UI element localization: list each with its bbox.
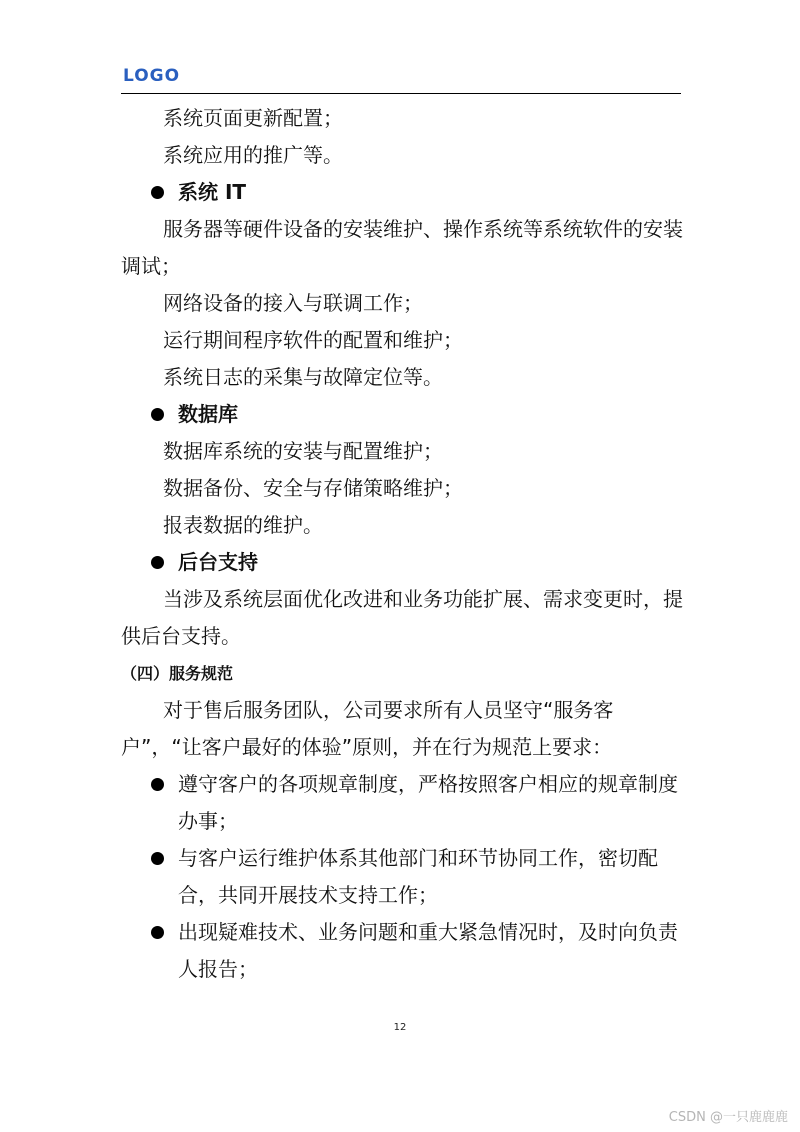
paragraph: 服务器等硬件设备的安装维护、操作系统等系统软件的安装调试；	[121, 217, 683, 278]
paragraph: 数据备份、安全与存储策略维护；	[163, 476, 463, 500]
bullet-item	[121, 840, 683, 914]
paragraph: 数据库系统的安装与配置维护；	[163, 439, 443, 463]
bullet-icon	[151, 186, 164, 199]
bullet-icon	[151, 852, 164, 865]
bullet-item	[121, 914, 683, 988]
header-divider	[121, 93, 681, 94]
paragraph: 系统页面更新配置；	[163, 106, 343, 130]
paragraph: 网络设备的接入与联调工作；	[163, 291, 423, 315]
section-heading	[121, 174, 683, 211]
paragraph: 运行期间程序软件的配置和维护；	[163, 328, 463, 352]
bullet-item-text: 遵守客户的各项规章制度，严格按照客户相应的规章制度办事；	[178, 772, 678, 833]
bullet-icon	[151, 778, 164, 791]
section-heading-text: 后台支持	[178, 550, 258, 574]
bullet-icon	[151, 556, 164, 569]
paragraph: 对于售后服务团队，公司要求所有人员坚守“服务客户”，“让客户最好的体验”原则，并在行为规范上要求：	[121, 698, 614, 759]
section-heading-text: 系统 IT	[178, 180, 247, 204]
section-heading	[121, 544, 683, 581]
bullet-item-text: 出现疑难技术、业务问题和重大紧急情况时，及时向负责人报告；	[178, 920, 678, 981]
paragraph: 系统日志的采集与故障定位等。	[163, 365, 443, 389]
bullet-item	[121, 766, 683, 840]
bullet-icon	[151, 408, 164, 421]
page-number: 12	[393, 1022, 407, 1033]
bullet-icon	[151, 926, 164, 939]
paragraph: 报表数据的维护。	[163, 513, 323, 537]
logo: LOGO	[123, 66, 181, 86]
watermark: CSDN @一只鹿鹿鹿	[668, 1110, 788, 1125]
section-heading-text: 数据库	[178, 402, 238, 426]
bullet-item-text: 与客户运行维护体系其他部门和环节协同工作，密切配合，共同开展技术支持工作；	[178, 846, 658, 907]
paragraph: 当涉及系统层面优化改进和业务功能扩展、需求变更时，提供后台支持。	[121, 587, 683, 648]
section-heading	[121, 396, 683, 433]
subsection-title: （四）服务规范	[121, 664, 234, 683]
document-body	[121, 100, 683, 988]
paragraph: 系统应用的推广等。	[163, 143, 343, 167]
